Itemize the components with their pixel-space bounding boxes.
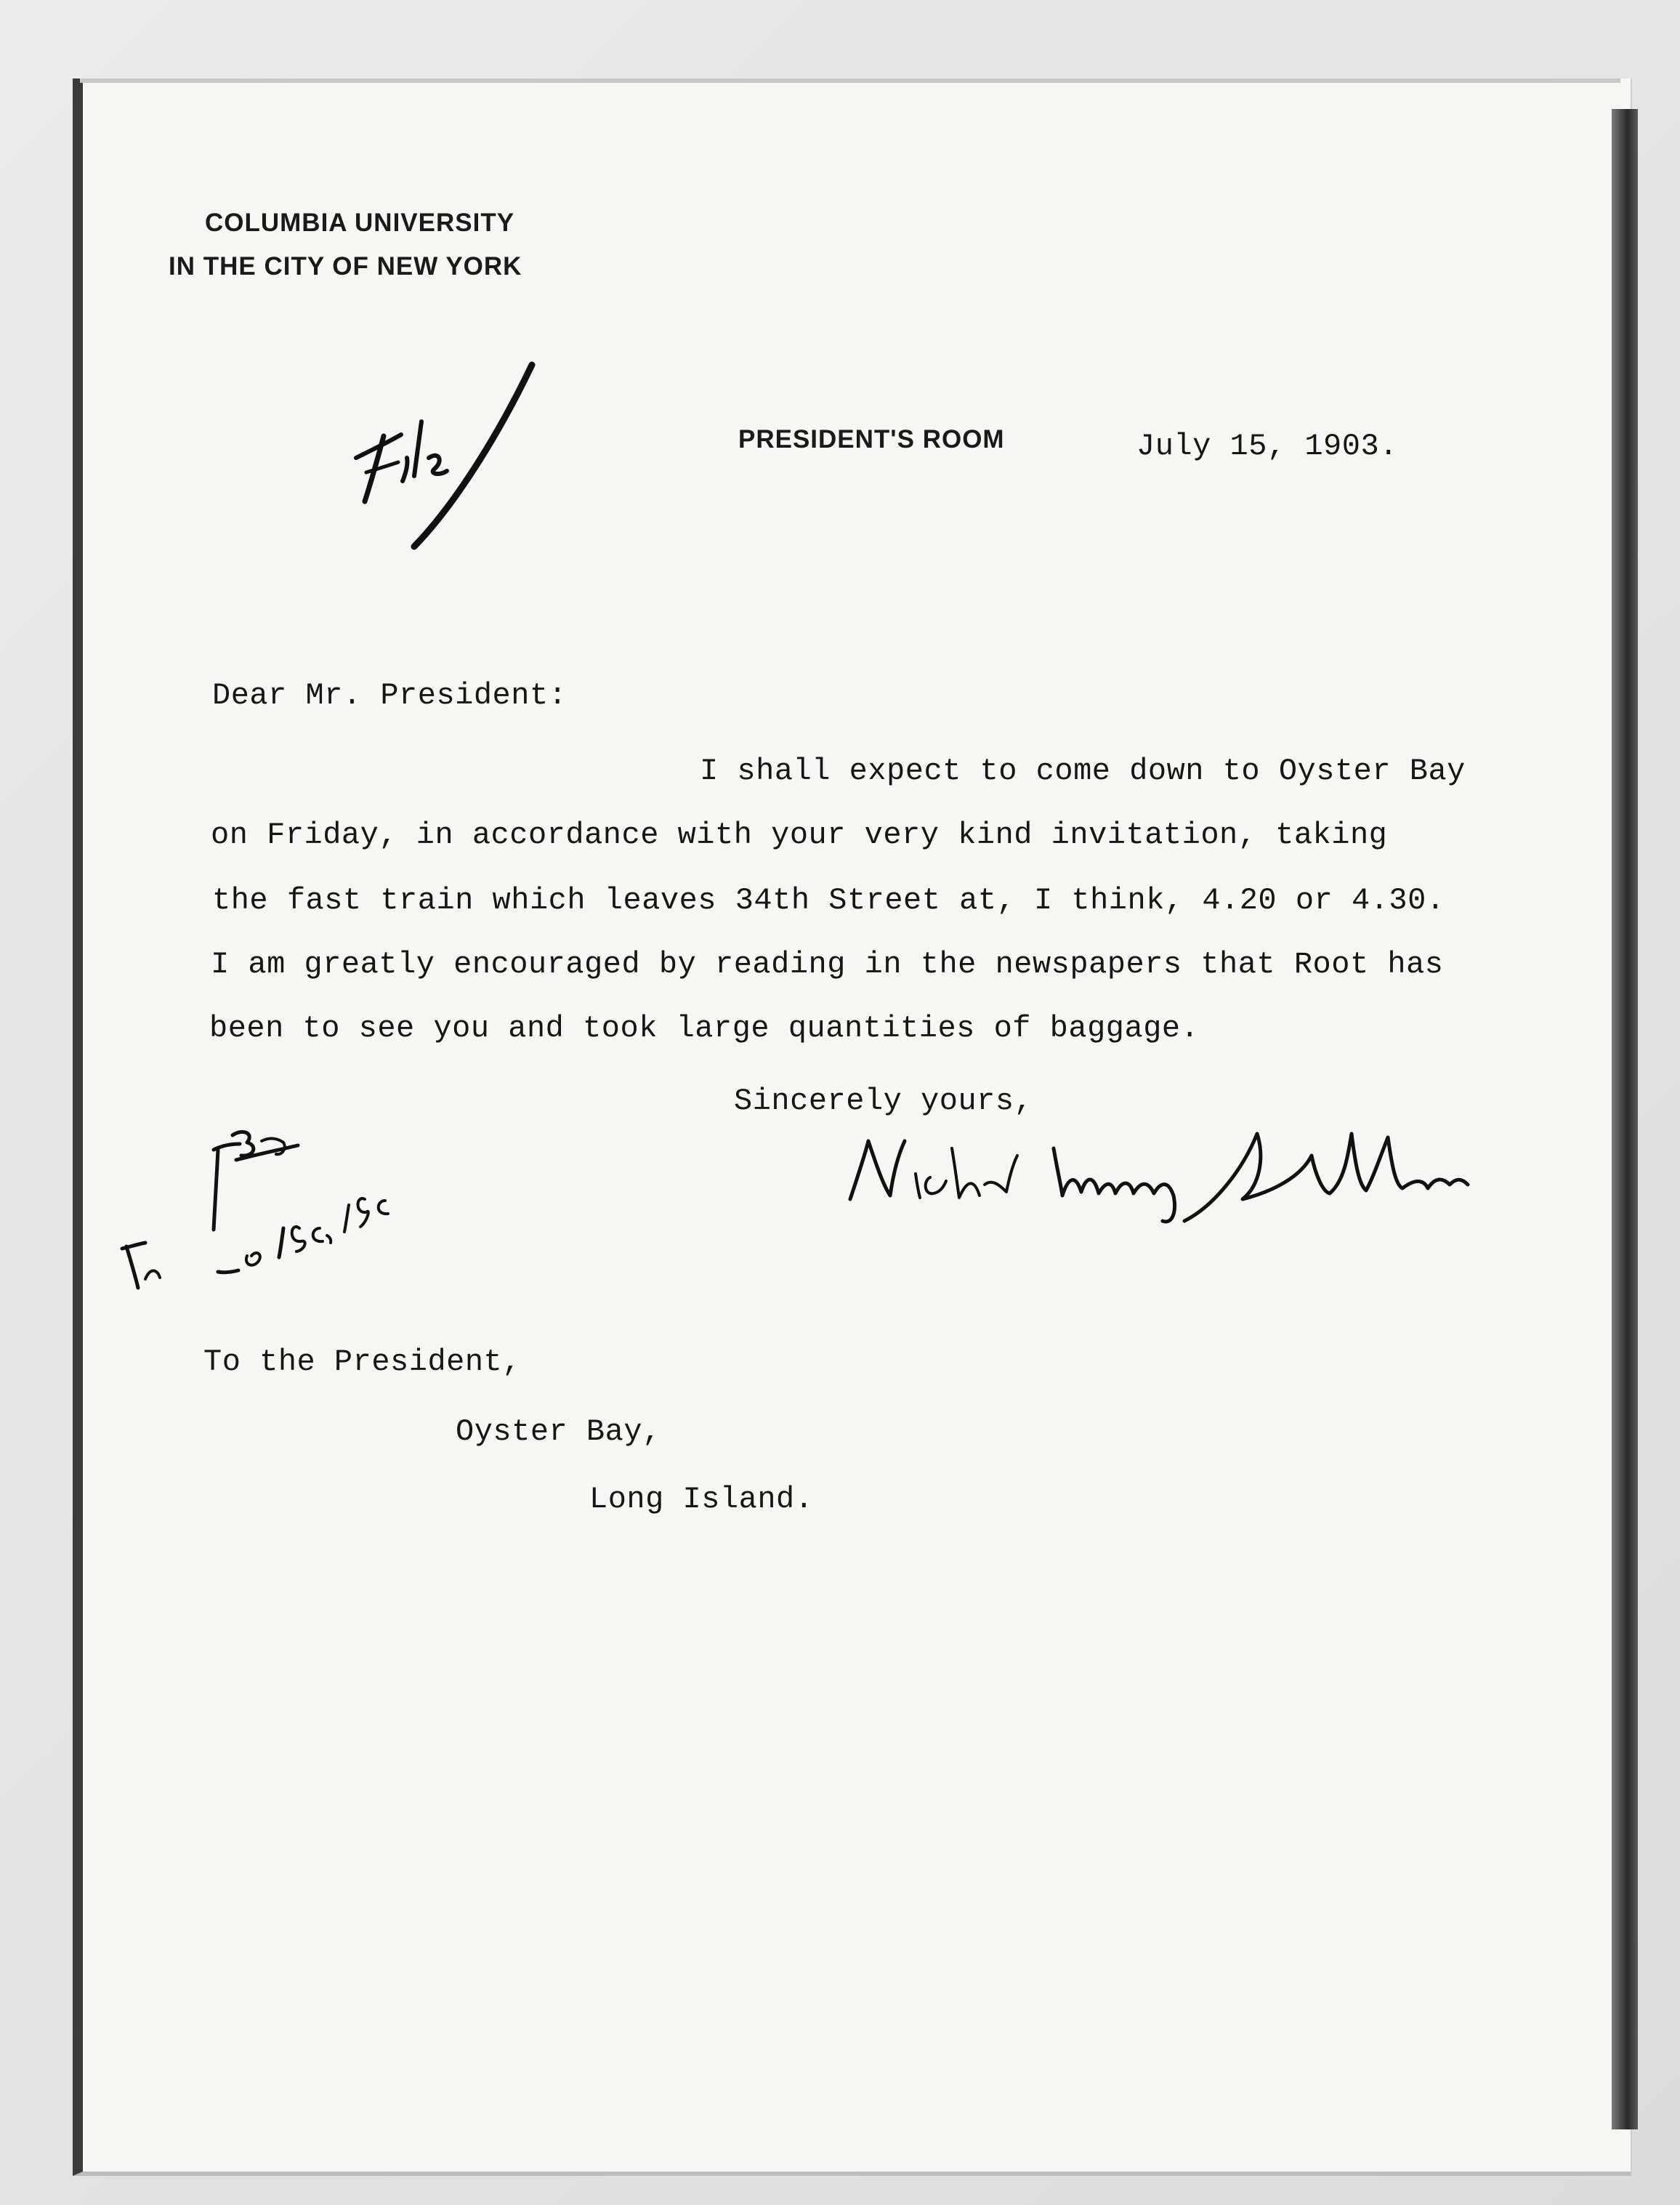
body-line-4: I am greatly encouraged by reading in the newspapers that Root has [211, 947, 1444, 982]
margin-handwritten-note [109, 1119, 472, 1308]
salutation: Dear Mr. President: [212, 678, 568, 713]
page-right-edge [1612, 109, 1638, 2129]
address-recipient: To the President, [203, 1345, 521, 1379]
letterhead-office: PRESIDENT'S ROOM [738, 425, 1005, 454]
letterhead-institution: COLUMBIA UNIVERSITY [205, 209, 515, 237]
address-region: Long Island. [589, 1482, 814, 1517]
signature [836, 1112, 1475, 1228]
closing: Sincerely yours, [734, 1084, 1033, 1118]
letter-date: July 15, 1903. [1136, 429, 1398, 464]
file-handwritten-mark [320, 349, 560, 567]
body-line-3: the fast train which leaves 34th Street at, I think, 4.20 or 4.30. [212, 883, 1445, 918]
body-line-2: on Friday, in accordance with your very kind invitation, taking [211, 818, 1388, 852]
page-top-edge [80, 78, 1620, 83]
body-line-1: I shall expect to come down to Oyster Bay [700, 754, 1466, 789]
letterhead-location: IN THE CITY OF NEW YORK [169, 252, 522, 281]
body-line-5: been to see you and took large quantities of baggage. [209, 1011, 1200, 1046]
address-city: Oyster Bay, [456, 1414, 661, 1449]
